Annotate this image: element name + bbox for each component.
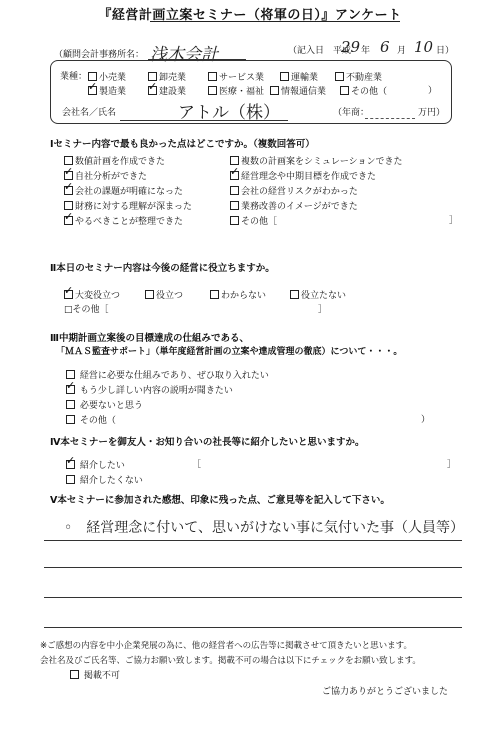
revenue-field[interactable] bbox=[365, 118, 415, 119]
checkbox[interactable] bbox=[208, 86, 217, 95]
q3-heading-line1: Ⅲ中期計画立案後の目標達成の仕組みである、 bbox=[50, 333, 249, 344]
checkbox-checked[interactable] bbox=[64, 186, 73, 195]
company-underline bbox=[120, 120, 288, 121]
q1-option[interactable]: 会社の経営リスクがわかった bbox=[230, 186, 358, 198]
industry-option[interactable]: ✓製造業 bbox=[88, 86, 126, 98]
industry-option[interactable]: ✓ 建設業 bbox=[148, 86, 186, 98]
checkbox[interactable] bbox=[145, 290, 154, 299]
checkbox[interactable] bbox=[70, 670, 79, 679]
q2-option[interactable]: 役立つ bbox=[145, 290, 183, 302]
checkbox-checked[interactable] bbox=[64, 171, 73, 180]
footer-note-1: ※ご感想の内容を中小企業発展の為に、他の経営者への広告等に掲載させて頂きたいと思います。 bbox=[40, 641, 412, 651]
industry-option[interactable]: その他（ bbox=[340, 86, 387, 98]
q1-option[interactable]: 数値計画を作成できた bbox=[64, 156, 165, 168]
q1-option[interactable]: ✓会社の課題が明確になった bbox=[64, 186, 183, 198]
checkbox[interactable] bbox=[270, 86, 279, 95]
date-month-suffix: 月 bbox=[397, 46, 407, 56]
title-underline bbox=[150, 21, 400, 22]
q4-heading: Ⅳ本セミナーを御友人・お知り合いの社長等に紹介したいと思いますか。 bbox=[50, 437, 365, 448]
q3-option[interactable]: 経営に必要な仕組みであり、ぜひ取り入れたい bbox=[66, 370, 269, 382]
checkbox-checked[interactable] bbox=[148, 86, 157, 95]
q1-option[interactable]: その他［ bbox=[230, 216, 277, 228]
checkbox[interactable] bbox=[210, 290, 219, 299]
industry-label: 業種： bbox=[60, 72, 88, 82]
q1-option[interactable]: ✓やるべきことが整理できた bbox=[64, 216, 183, 228]
q1-heading: Ⅰセミナー内容で最も良かった点はどこですか。（複数回答可） bbox=[50, 139, 315, 150]
date-year-suffix: 年 bbox=[361, 46, 371, 56]
checkbox[interactable] bbox=[66, 415, 75, 424]
checkbox[interactable] bbox=[66, 400, 75, 409]
checkbox[interactable] bbox=[230, 201, 239, 210]
revenue-unit: 万円） bbox=[418, 108, 446, 118]
checkbox[interactable] bbox=[340, 86, 349, 95]
checkbox[interactable] bbox=[208, 72, 217, 81]
q2-option[interactable]: ✓大変役立つ bbox=[64, 290, 120, 302]
checkbox[interactable] bbox=[66, 475, 75, 484]
date-month[interactable]: 6 bbox=[380, 38, 390, 56]
q2-option[interactable]: わからない bbox=[210, 290, 266, 302]
thanks-text: ご協力ありがとうございました bbox=[322, 687, 449, 697]
office-value[interactable]: 浅木会計 bbox=[150, 45, 218, 65]
checkbox[interactable] bbox=[64, 156, 73, 165]
answer-line bbox=[44, 567, 462, 568]
q1-option[interactable]: 複数の計画案をシミュレーションできた bbox=[230, 156, 402, 168]
q2-other[interactable]: □その他［ bbox=[64, 305, 109, 315]
date-label: （記入日 平成 bbox=[288, 46, 352, 56]
q4-bracket-open: ［ bbox=[192, 460, 202, 470]
checkbox-checked[interactable] bbox=[64, 290, 73, 299]
q2-heading: Ⅱ本日のセミナー内容は今後の経営に役立ちますか。 bbox=[50, 263, 275, 274]
q1-option[interactable]: ✓ 経営理念や中期目標を作成できた bbox=[230, 171, 376, 183]
q2-other-close: ］ bbox=[318, 305, 328, 315]
industry-option[interactable]: 医療・福祉 bbox=[208, 86, 264, 98]
company-label: 会社名／氏名 bbox=[62, 108, 117, 118]
answer-line bbox=[44, 597, 462, 598]
office-label: （顧問会計事務所名： bbox=[54, 50, 145, 60]
q3-option[interactable]: 必要ないと思う bbox=[66, 400, 143, 412]
checkbox-checked[interactable] bbox=[88, 86, 97, 95]
checkbox[interactable] bbox=[335, 72, 344, 81]
checkbox[interactable] bbox=[280, 72, 289, 81]
checkbox[interactable] bbox=[64, 201, 73, 210]
date-day[interactable]: 10 bbox=[414, 38, 434, 56]
q1-close-bracket: ］ bbox=[449, 216, 459, 226]
checkbox[interactable] bbox=[230, 156, 239, 165]
q2-option[interactable]: 役立たない bbox=[290, 290, 346, 302]
q4-option[interactable]: 紹介したくない bbox=[66, 475, 143, 487]
answer-line bbox=[44, 627, 462, 628]
q1-option[interactable]: 財務に対する理解が深まった bbox=[64, 201, 192, 213]
industry-option[interactable]: 小売業 bbox=[88, 72, 126, 84]
company-value[interactable]: アトル（株） bbox=[178, 103, 280, 123]
checkbox-checked[interactable] bbox=[64, 216, 73, 225]
q1-option[interactable]: 業務改善のイメージができた bbox=[230, 201, 358, 213]
q3-option[interactable]: ✓ もう少し詳しい内容の説明が聞きたい bbox=[66, 385, 233, 397]
q3-heading-line2: 「ＭＡＳ監査サポート」（単年度経営計画の立案や達成管理の徹底）について・・・。 bbox=[56, 347, 403, 357]
q3-option[interactable]: その他（ bbox=[66, 415, 116, 427]
checkbox[interactable] bbox=[230, 216, 239, 225]
date-year[interactable]: 29 bbox=[341, 38, 361, 56]
checkbox[interactable] bbox=[230, 186, 239, 195]
date-day-suffix: 日） bbox=[436, 46, 455, 56]
industry-option[interactable]: 情報通信業 bbox=[270, 86, 326, 98]
checkbox[interactable] bbox=[66, 370, 75, 379]
q5-answer[interactable]: ◦ 経営理念に付いて、思いがけない事に気付いた事（人員等） bbox=[64, 520, 464, 536]
industry-option[interactable]: 卸売業 bbox=[148, 72, 186, 84]
q5-heading: Ⅴ本セミナーに参加された感想、印象に残った点、ご意見等を記入して下さい。 bbox=[50, 495, 390, 506]
survey-title: 『経営計画立案セミナー（将軍の日）』アンケート bbox=[98, 8, 402, 23]
q4-bracket-close: ］ bbox=[447, 460, 457, 470]
optout-option[interactable]: 掲載不可 bbox=[70, 670, 120, 682]
footer-note-2: 会社名及びご氏名等、ご協力お願い致します。掲載不可の場合は以下にチェックをお願い致します。 bbox=[40, 656, 421, 666]
industry-option[interactable]: 不動産業 bbox=[335, 72, 382, 84]
industry-option[interactable]: サービス業 bbox=[208, 72, 264, 84]
checkbox-checked[interactable] bbox=[66, 460, 75, 469]
industry-option[interactable]: 運輸業 bbox=[280, 72, 318, 84]
q3-close-paren: ） bbox=[421, 415, 431, 425]
q4-option[interactable]: ✓ 紹介したい bbox=[66, 460, 125, 472]
industry-close-paren: ） bbox=[428, 86, 438, 96]
answer-line bbox=[44, 540, 462, 541]
revenue-label: （年商： bbox=[333, 108, 370, 118]
checkbox[interactable] bbox=[290, 290, 299, 299]
q1-option[interactable]: ✓自社分析ができた bbox=[64, 171, 147, 183]
checkbox-checked[interactable] bbox=[230, 171, 239, 180]
checkbox-checked[interactable] bbox=[66, 385, 75, 394]
